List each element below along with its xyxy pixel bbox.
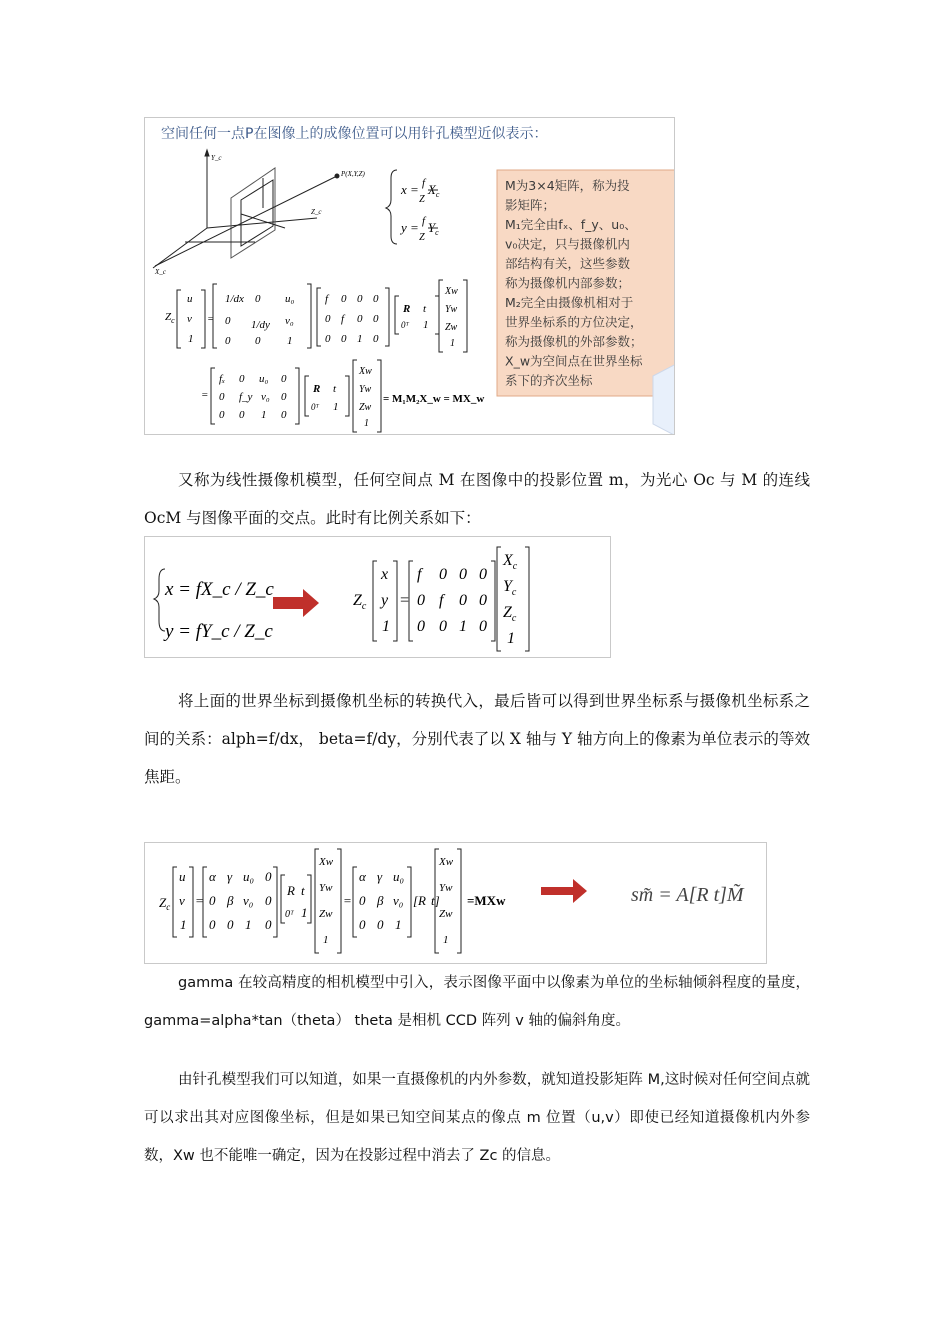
svg-text:1: 1 — [245, 917, 252, 932]
svg-text:0: 0 — [359, 893, 366, 908]
svg-text:y: y — [381, 592, 389, 609]
svg-text:u₀: u₀ — [243, 869, 255, 884]
svg-text:Zc: $Z_c$ — [353, 592, 367, 612]
note-line: 影矩阵； — [505, 197, 556, 213]
svg-text:u₀: u₀ — [259, 373, 269, 385]
svg-text:x: x — [381, 566, 389, 583]
point-p-label: P(X,Y,Z) — [341, 170, 365, 178]
svg-text:Zc: $Z_c$ — [503, 604, 517, 624]
equation-2: y = fY_c / Z_c — [165, 621, 273, 642]
final-equation: sm̃ = A[R t]M̃ — [631, 884, 744, 906]
figure-title: 空间任何一点P在图像上的成像位置可以用针孔模型近似表示： — [161, 126, 548, 142]
pinhole-model-figure — [144, 117, 675, 435]
svg-text:t: t — [423, 303, 427, 315]
svg-text:0: 0 — [459, 566, 467, 583]
arrow-icon — [541, 879, 587, 903]
svg-text:0: 0 — [281, 391, 287, 403]
svg-text:v: v — [179, 893, 185, 908]
note-line: M为3×4矩阵，称为投 — [505, 178, 630, 193]
svg-text:f_y: f_y — [239, 391, 253, 403]
svg-text:0: 0 — [225, 315, 231, 327]
svg-text:Zw: Zw — [319, 908, 333, 920]
svg-text:1: 1 — [423, 319, 429, 331]
svg-text:Yw: Yw — [319, 882, 333, 894]
svg-text:0: 0 — [239, 373, 245, 385]
note-line: 世界坐标系的方位决定， — [505, 314, 643, 330]
matrix-equation-2 — [201, 360, 381, 432]
equation-y: y = $^f$ Z $Y_c$ — [401, 215, 439, 243]
svg-text:0: 0 — [227, 917, 234, 932]
svg-text:0: 0 — [209, 893, 216, 908]
svg-text:0: 0 — [281, 373, 287, 385]
svg-text:f: f — [341, 313, 345, 325]
svg-text:0: 0 — [459, 592, 467, 609]
note-line: 系下的齐次坐标 — [505, 373, 593, 388]
svg-text:0: 0 — [359, 917, 366, 932]
note-line: v₀决定，只与摄像机内 — [505, 236, 630, 252]
svg-text:Yw: Yw — [439, 882, 453, 894]
svg-text:Xw: Xw — [445, 286, 458, 297]
svg-text:0: 0 — [219, 391, 225, 403]
svg-text:Xw: Xw — [359, 366, 372, 377]
svg-text:0: 0 — [265, 869, 272, 884]
svg-text:v₀: v₀ — [285, 315, 294, 327]
svg-text:1: 1 — [357, 333, 363, 345]
svg-text:1: 1 — [287, 335, 293, 347]
decorative-hexagon — [653, 364, 675, 435]
svg-text:=: = — [343, 893, 352, 908]
svg-text:0: 0 — [325, 313, 331, 325]
svg-text:=: = — [399, 592, 410, 609]
svg-text:0: 0 — [341, 333, 347, 345]
matrix-equation-1 — [165, 280, 467, 352]
svg-text:γ: γ — [377, 869, 383, 884]
intrinsic-matrix-equation — [159, 849, 461, 953]
svg-text:1: 1 — [301, 905, 308, 920]
svg-text:1: 1 — [382, 618, 390, 635]
svg-text:fₓ: fₓ — [219, 373, 226, 385]
svg-text:u₀: u₀ — [393, 869, 405, 884]
svg-text:f: f — [325, 293, 329, 305]
svg-text:1: 1 — [180, 917, 187, 932]
svg-text:0: 0 — [255, 293, 261, 305]
svg-text:0: 0 — [357, 293, 363, 305]
svg-text:t]: t] — [431, 893, 440, 908]
svg-text:t: t — [333, 383, 337, 395]
svg-text:0: 0 — [209, 917, 216, 932]
svg-text:t: t — [301, 883, 305, 898]
svg-text:v₀: v₀ — [393, 893, 404, 908]
svg-text:1/dx: 1/dx — [225, 293, 244, 305]
svg-text:1: 1 — [188, 333, 194, 345]
svg-text:R: R — [313, 383, 321, 395]
svg-text:0: 0 — [265, 893, 272, 908]
svg-text:0: 0 — [239, 409, 245, 421]
svg-text:Zw: Zw — [359, 402, 372, 413]
svg-text:1: 1 — [507, 630, 515, 647]
svg-text:f: f — [439, 592, 444, 609]
note-line: 称为摄像机的外部参数； — [505, 334, 643, 349]
svg-text:R: R — [287, 883, 295, 898]
svg-text:0: 0 — [281, 409, 287, 421]
svg-text:v₀: v₀ — [243, 893, 254, 908]
axis-x-label: X_c — [155, 268, 166, 276]
svg-text:0: 0 — [255, 335, 261, 347]
svg-text:u: u — [187, 293, 193, 305]
svg-text:0: 0 — [479, 618, 487, 635]
paragraph-4: 由针孔模型我们可以知道，如果一直摄像机的内外参数，就知道投影矩阵 M,这时候对任何空间点就可以求出其对应图像坐标，但是如果已知空间某点的像点 m 位置（u,v）即使已经知道摄像机内外参数，Xw 也不能唯一确定，因为在投影过程中消去了 Zc 的信息。 — [144, 1072, 810, 1164]
axis-z-label: Z_c — [311, 208, 322, 216]
svg-text:Zw: Zw — [445, 322, 458, 333]
proportion-figure — [144, 536, 611, 658]
svg-text:u: u — [179, 869, 186, 884]
svg-text:0: 0 — [373, 293, 379, 305]
svg-text:Zc: $Z_c$ — [165, 311, 175, 325]
note-line: M₂完全由摄像机相对于 — [505, 295, 634, 310]
svg-text:Xw: Xw — [319, 856, 334, 868]
svg-text:0: 0 — [417, 618, 425, 635]
svg-text:1: 1 — [459, 618, 467, 635]
svg-text:1: 1 — [261, 409, 267, 421]
svg-text:0: 0 — [219, 409, 225, 421]
svg-text:R: R — [403, 303, 411, 315]
svg-text:=: = — [201, 389, 209, 401]
svg-text:[R: [R — [413, 893, 426, 908]
svg-text:1: 1 — [443, 934, 449, 946]
note-line: M₁完全由fₓ、f_y、u₀、 — [505, 217, 637, 232]
svg-text:Yw: Yw — [359, 384, 372, 395]
svg-text:0ᵀ: 0ᵀ — [285, 909, 294, 920]
svg-text:=: = — [207, 313, 215, 325]
result-label: =MXw — [467, 893, 506, 908]
svg-text:0: 0 — [373, 313, 379, 325]
paragraph-2: 将上面的世界坐标到摄像机坐标的转换代入，最后皆可以得到世界坐标系与摄像机坐标系之间的关系：alph=f/dx， beta=f/dy，分别代表了以 X 轴与 Y 轴方向上的像素为单位表示的等效焦距。 — [144, 692, 810, 786]
svg-text:β: β — [377, 893, 384, 908]
note-line: X_w为空间点在世界坐标 — [505, 353, 643, 369]
axis-y-label: Y_c — [211, 154, 222, 162]
svg-text:1: 1 — [450, 338, 455, 349]
paragraph-1: 又称为线性摄像机模型，任何空间点 M 在图像中的投影位置 m，为光心 Oc 与 M 的连线 OcM 与图像平面的交点。此时有比例关系如下： — [144, 471, 810, 527]
svg-text:0: 0 — [377, 917, 384, 932]
svg-text:0: 0 — [479, 566, 487, 583]
svg-text:β: β — [227, 893, 234, 908]
svg-text:Xc: $X_c$ — [503, 552, 518, 572]
svg-text:0: 0 — [357, 313, 363, 325]
svg-text:Zc: $Z_c$ — [159, 895, 171, 912]
svg-text:Xw: Xw — [439, 856, 454, 868]
equation-x: x = $^f$ Z $X_c$ — [401, 177, 440, 205]
svg-text:Yc: $Y_c$ — [503, 578, 517, 598]
svg-text:v: v — [187, 313, 192, 325]
svg-text:0: 0 — [373, 333, 379, 345]
intrinsic-matrix-figure — [144, 842, 767, 964]
arrow-icon — [273, 589, 319, 617]
projection-matrix-equation — [353, 547, 529, 651]
svg-text:f: f — [417, 566, 422, 583]
svg-text:1: 1 — [364, 418, 369, 429]
svg-text:0: 0 — [439, 618, 447, 635]
svg-text:α: α — [209, 869, 216, 884]
svg-text:Yw: Yw — [445, 304, 458, 315]
svg-text:1/dy: 1/dy — [251, 319, 270, 331]
svg-text:v₀: v₀ — [261, 391, 270, 403]
result-label: = M₁M₂X_w = MX_w — [383, 393, 485, 405]
svg-text:1: 1 — [395, 917, 402, 932]
svg-text:0: 0 — [225, 335, 231, 347]
svg-text:0ᵀ: 0ᵀ — [311, 402, 319, 412]
note-line: 称为摄像机内部参数； — [505, 275, 631, 291]
svg-text:0: 0 — [325, 333, 331, 345]
equation-1: x = fX_c / Z_c — [165, 579, 274, 600]
svg-text:u₀: u₀ — [285, 293, 295, 305]
brace — [154, 569, 165, 631]
svg-text:γ: γ — [227, 869, 233, 884]
svg-text:1: 1 — [323, 934, 329, 946]
svg-text:0: 0 — [479, 592, 487, 609]
note-line: 部结构有关，这些参数 — [505, 256, 631, 271]
svg-text:1: 1 — [333, 401, 339, 413]
brace — [386, 170, 397, 244]
svg-text:=: = — [195, 893, 204, 908]
svg-text:0: 0 — [439, 566, 447, 583]
svg-text:0: 0 — [417, 592, 425, 609]
paragraph-3: gamma 在较高精度的相机模型中引入，表示图像平面中以像素为单位的坐标轴倾斜程度的量度，gamma=alpha*tan（theta） theta 是相机 CCD 阵列 v 轴的偏斜角度。 — [144, 975, 810, 1029]
svg-text:0: 0 — [265, 917, 272, 932]
svg-text:0: 0 — [341, 293, 347, 305]
svg-text:α: α — [359, 869, 366, 884]
svg-text:0ᵀ: 0ᵀ — [401, 320, 409, 330]
svg-text:Zw: Zw — [439, 908, 453, 920]
